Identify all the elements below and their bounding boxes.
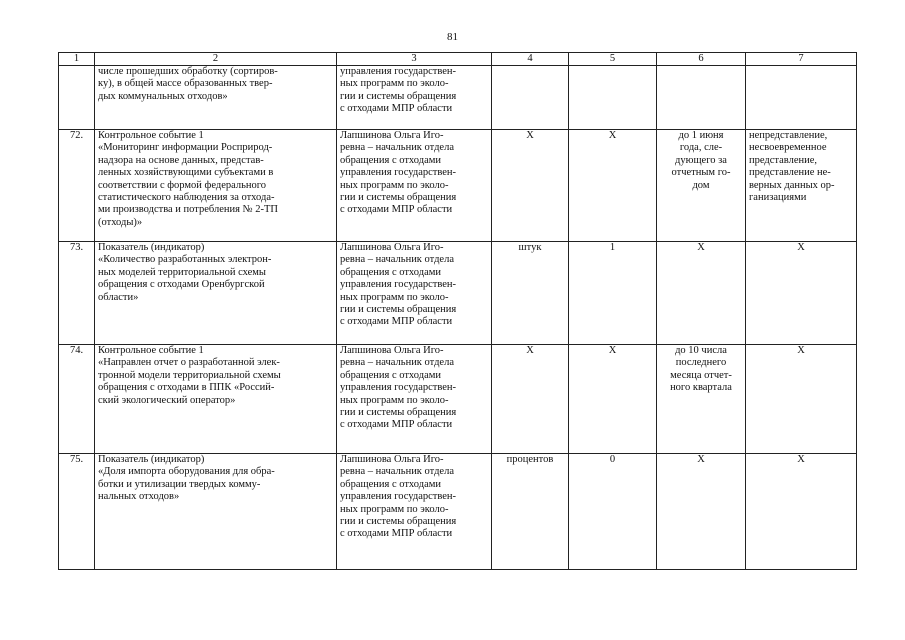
responsible-cell-line: управления государствен- xyxy=(340,382,457,394)
description-cell-line: числе прошедших обработку (сортиров- xyxy=(98,66,278,77)
responsible-cell-line: ревна – начальник отдела xyxy=(340,357,454,369)
responsible-cell-line: с отходами МПР области xyxy=(340,204,453,216)
description-cell-line: надзора на основе данных, представ- xyxy=(98,154,264,166)
description-cell-line: ку), в общей массе образованных твер- xyxy=(98,78,273,90)
description-cell-line: ми производства и потребления № 2-ТП xyxy=(98,204,278,216)
responsible-cell xyxy=(337,345,492,454)
value-cell: 1 xyxy=(569,242,657,345)
description-cell-line: Контрольное событие 1 xyxy=(98,345,204,356)
responsible-cell-line: гии и системы обращения xyxy=(340,407,457,419)
risk-cell xyxy=(746,66,857,130)
description-cell-line: ботки и утилизации твердых комму- xyxy=(98,478,261,490)
value-cell xyxy=(569,66,657,130)
risk-cell-line: верных данных ор- xyxy=(749,179,835,191)
responsible-cell-line: гии и системы обращения xyxy=(340,304,457,316)
description-cell-line: «Мониторинг информации Росприрод- xyxy=(98,142,273,154)
header-cell-5: 5 xyxy=(569,53,657,66)
risk-cell xyxy=(746,130,857,242)
responsible-cell-line: управления государствен- xyxy=(340,491,457,503)
responsible-cell xyxy=(337,66,492,130)
deadline-cell-line: отчетным го- xyxy=(671,167,731,179)
responsible-cell-line: обращения с отходами xyxy=(340,266,441,278)
header-cell-3: 3 xyxy=(337,53,492,66)
description-cell-line: «Доля импорта оборудования для обра- xyxy=(98,466,275,478)
unit-cell: штук xyxy=(492,242,569,345)
indicator-table xyxy=(58,52,857,570)
risk-cell-line: несвоевременное xyxy=(749,142,827,154)
description-cell xyxy=(95,345,337,454)
table-row xyxy=(59,130,857,242)
table-row xyxy=(59,345,857,454)
unit-cell: Х xyxy=(492,345,569,454)
row-number-cell: 75. xyxy=(59,454,95,570)
responsible-cell-line: с отходами МПР области xyxy=(340,316,453,328)
risk-cell-line: представление не- xyxy=(749,167,831,179)
description-cell-line: «Направлен отчет о разработанной элек- xyxy=(98,357,280,369)
description-cell-line: ных моделей территориальной схемы xyxy=(98,266,266,278)
row-number-cell: 73. xyxy=(59,242,95,345)
page-number: 81 xyxy=(447,31,458,43)
description-cell xyxy=(95,454,337,570)
deadline-cell xyxy=(657,345,746,454)
responsible-cell-line: управления государствен- xyxy=(340,279,457,291)
value-cell: Х xyxy=(569,345,657,454)
deadline-cell xyxy=(657,454,746,570)
description-cell-line: Контрольное событие 1 xyxy=(98,130,204,141)
risk-cell xyxy=(746,454,857,570)
responsible-cell-line: управления государствен- xyxy=(340,167,457,179)
table-row xyxy=(59,454,857,570)
value-cell: 0 xyxy=(569,454,657,570)
responsible-cell-line: гии и системы обращения xyxy=(340,90,457,102)
responsible-cell-line: ных программ по эколо- xyxy=(340,291,449,303)
description-cell xyxy=(95,66,337,130)
unit-cell: процентов xyxy=(492,454,569,570)
responsible-cell-line: обращения с отходами xyxy=(340,478,441,490)
table-row xyxy=(59,242,857,345)
description-cell-line: дых коммунальных отходов» xyxy=(98,90,228,102)
responsible-cell-line: обращения с отходами xyxy=(340,154,441,166)
deadline-cell-line: года, сле- xyxy=(679,142,723,154)
deadline-cell xyxy=(657,66,746,130)
header-cell-4: 4 xyxy=(492,53,569,66)
unit-cell xyxy=(492,66,569,130)
responsible-cell-line: ревна – начальник отдела xyxy=(340,254,454,266)
deadline-cell-line: до 10 числа xyxy=(675,345,727,356)
description-cell-line: Показатель (индикатор) xyxy=(98,454,205,465)
responsible-cell-line: ных программ по эколо- xyxy=(340,78,449,90)
deadline-cell xyxy=(657,242,746,345)
responsible-cell-line: ревна – начальник отдела xyxy=(340,466,454,478)
deadline-cell-line: последнего xyxy=(675,357,727,369)
responsible-cell-line: ных программ по эколо- xyxy=(340,179,449,191)
risk-cell-line: представление, xyxy=(749,154,818,166)
table-header-row xyxy=(59,53,857,66)
deadline-cell-line: дующего за xyxy=(675,154,727,166)
table-body xyxy=(59,53,857,570)
deadline-cell-line: дом xyxy=(692,179,710,191)
deadline-cell-line: до 1 июня xyxy=(678,130,724,141)
description-cell-line: обращения с отходами в ППК «Россий- xyxy=(98,382,275,394)
header-cell-2: 2 xyxy=(95,53,337,66)
risk-cell-line: ганизациями xyxy=(749,192,807,204)
description-cell-line: статистического наблюдения за отхода- xyxy=(98,192,275,204)
header-cell-1: 1 xyxy=(59,53,95,66)
responsible-cell-line: управления государствен- xyxy=(340,66,457,77)
description-cell-line: ский экологический оператор» xyxy=(98,394,236,406)
row-number-cell: 74. xyxy=(59,345,95,454)
description-cell-line: «Количество разработанных электрон- xyxy=(98,254,272,266)
responsible-cell-line: гии и системы обращения xyxy=(340,516,457,528)
responsible-cell xyxy=(337,454,492,570)
description-cell-line: (отходы)» xyxy=(98,216,143,228)
deadline-cell-line: Х xyxy=(697,242,705,253)
responsible-cell-line: с отходами МПР области xyxy=(340,103,453,115)
responsible-cell-line: ных программ по эколо- xyxy=(340,503,449,515)
responsible-cell xyxy=(337,130,492,242)
description-cell-line: Показатель (индикатор) xyxy=(98,242,205,253)
value-cell: Х xyxy=(569,130,657,242)
risk-cell xyxy=(746,242,857,345)
responsible-cell xyxy=(337,242,492,345)
deadline-cell xyxy=(657,130,746,242)
responsible-cell-line: ревна – начальник отдела xyxy=(340,142,454,154)
header-cell-6: 6 xyxy=(657,53,746,66)
risk-cell-line: Х xyxy=(797,454,805,465)
risk-cell-line: Х xyxy=(797,242,805,253)
risk-cell xyxy=(746,345,857,454)
responsible-cell-line: Лапшинова Ольга Иго- xyxy=(340,130,444,141)
deadline-cell-line: месяца отчет- xyxy=(670,369,732,381)
deadline-cell-line: Х xyxy=(697,454,705,465)
responsible-cell-line: гии и системы обращения xyxy=(340,192,457,204)
risk-cell-line: Х xyxy=(797,345,805,356)
row-number-cell: 72. xyxy=(59,130,95,242)
unit-cell: Х xyxy=(492,130,569,242)
header-cell-7: 7 xyxy=(746,53,857,66)
description-cell-line: соответствии с формой федерального xyxy=(98,179,267,191)
description-cell-line: области» xyxy=(98,291,139,303)
description-cell-line: обращения с отходами Оренбургской xyxy=(98,279,265,291)
responsible-cell-line: Лапшинова Ольга Иго- xyxy=(340,454,444,465)
risk-cell-line: непредставление, xyxy=(749,130,828,141)
description-cell-line: тронной модели территориальной схемы xyxy=(98,369,281,381)
responsible-cell-line: с отходами МПР области xyxy=(340,419,453,431)
description-cell xyxy=(95,130,337,242)
responsible-cell-line: Лапшинова Ольга Иго- xyxy=(340,345,444,356)
responsible-cell-line: Лапшинова Ольга Иго- xyxy=(340,242,444,253)
responsible-cell-line: обращения с отходами xyxy=(340,369,441,381)
row-number-cell xyxy=(59,66,95,130)
table-row xyxy=(59,66,857,130)
description-cell xyxy=(95,242,337,345)
deadline-cell-line: ного квартала xyxy=(670,382,732,394)
responsible-cell-line: ных программ по эколо- xyxy=(340,394,449,406)
description-cell-line: нальных отходов» xyxy=(98,491,180,503)
description-cell-line: ленных хозяйствующими субъектами в xyxy=(98,167,274,179)
responsible-cell-line: с отходами МПР области xyxy=(340,528,453,540)
